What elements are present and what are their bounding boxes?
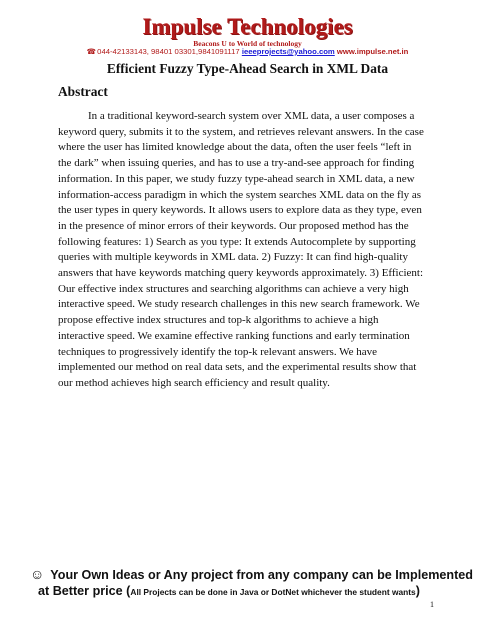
company-name: Impulse Technologies (142, 14, 353, 39)
abstract-line: where the user has limited knowledge about the data, often the user feels “left in (58, 141, 412, 154)
phone-numbers: 044-42133143, 98401 03301,9841091117 (97, 47, 240, 56)
smiley-icon: ☺ (30, 566, 45, 582)
abstract-line: in the presence of minor errors of their keywords. Our proposed method has the (58, 219, 409, 232)
abstract-line: the dark” when issuing queries, and has to use a try-and-see approach for finding (58, 157, 415, 170)
abstract-line: implemented our method on real data sets, and the experimental results show that (58, 361, 417, 374)
abstract-line: interactive speed. We study research challenges in this new search framework. We (58, 298, 420, 311)
paper-title: Efficient Fuzzy Type-Ahead Search in XML Data (106, 61, 389, 76)
abstract-line: information. In this paper, we study fuzzy type-ahead search in XML data, a new (58, 172, 415, 185)
footer-platform-note: All Projects can be done in Java or DotNet whichever the student wants (130, 587, 416, 597)
abstract-line: our method achieves high search efficiency and result quality. (58, 376, 330, 389)
abstract-line: propose effective index structures and top-k algorithms to achieve a high (58, 314, 379, 327)
page-number: 1 (430, 600, 434, 609)
abstract-line: Our effective index structures and searching algorithms can achieve a very high (58, 282, 409, 295)
website-link[interactable]: www.impulse.net.in (336, 47, 409, 56)
abstract-body (58, 109, 495, 392)
telephone-icon: ☎ (86, 47, 97, 56)
footer-price-text: at Better price ( (38, 584, 131, 598)
contact-line (0, 46, 495, 57)
abstract-line: information-access paradigm in which the system searches XML data on the fly as (58, 188, 422, 201)
company-tagline: Beacons U to World of technology (193, 39, 302, 48)
abstract-line: techniques to progressively identify the top-k relevant answers. We have (58, 345, 378, 358)
abstract-line: interactive speed. We examine effective ranking functions and early termination (58, 329, 410, 342)
footer-promo-text: Your Own Ideas or Any project from any company can be Implemented (50, 568, 473, 582)
abstract-line: answers that have keywords matching query keywords approximately. 3) Efficient: (58, 267, 424, 280)
footer-line-2 (38, 583, 420, 600)
footer-line-1 (30, 566, 473, 583)
footer-closing-paren: ) (415, 584, 420, 598)
abstract-line: the user types in query keywords. It allows users to explore data as they type, even (58, 204, 422, 217)
abstract-heading: Abstract (58, 84, 108, 99)
abstract-line: following features: 1) Search as you type: It extends Autocomplete by supporting (58, 235, 416, 248)
email-link[interactable]: ieeeprojects@yahoo.com (241, 47, 335, 56)
abstract-line: In a traditional keyword-search system over XML data, a user composes a (88, 110, 415, 122)
abstract-line: keyword query, submits it to the system, and retrieves relevant answers. In the case (58, 125, 424, 138)
abstract-line: queries with multiple keywords in XML data. 2) Fuzzy: It can find high-quality (58, 251, 408, 264)
